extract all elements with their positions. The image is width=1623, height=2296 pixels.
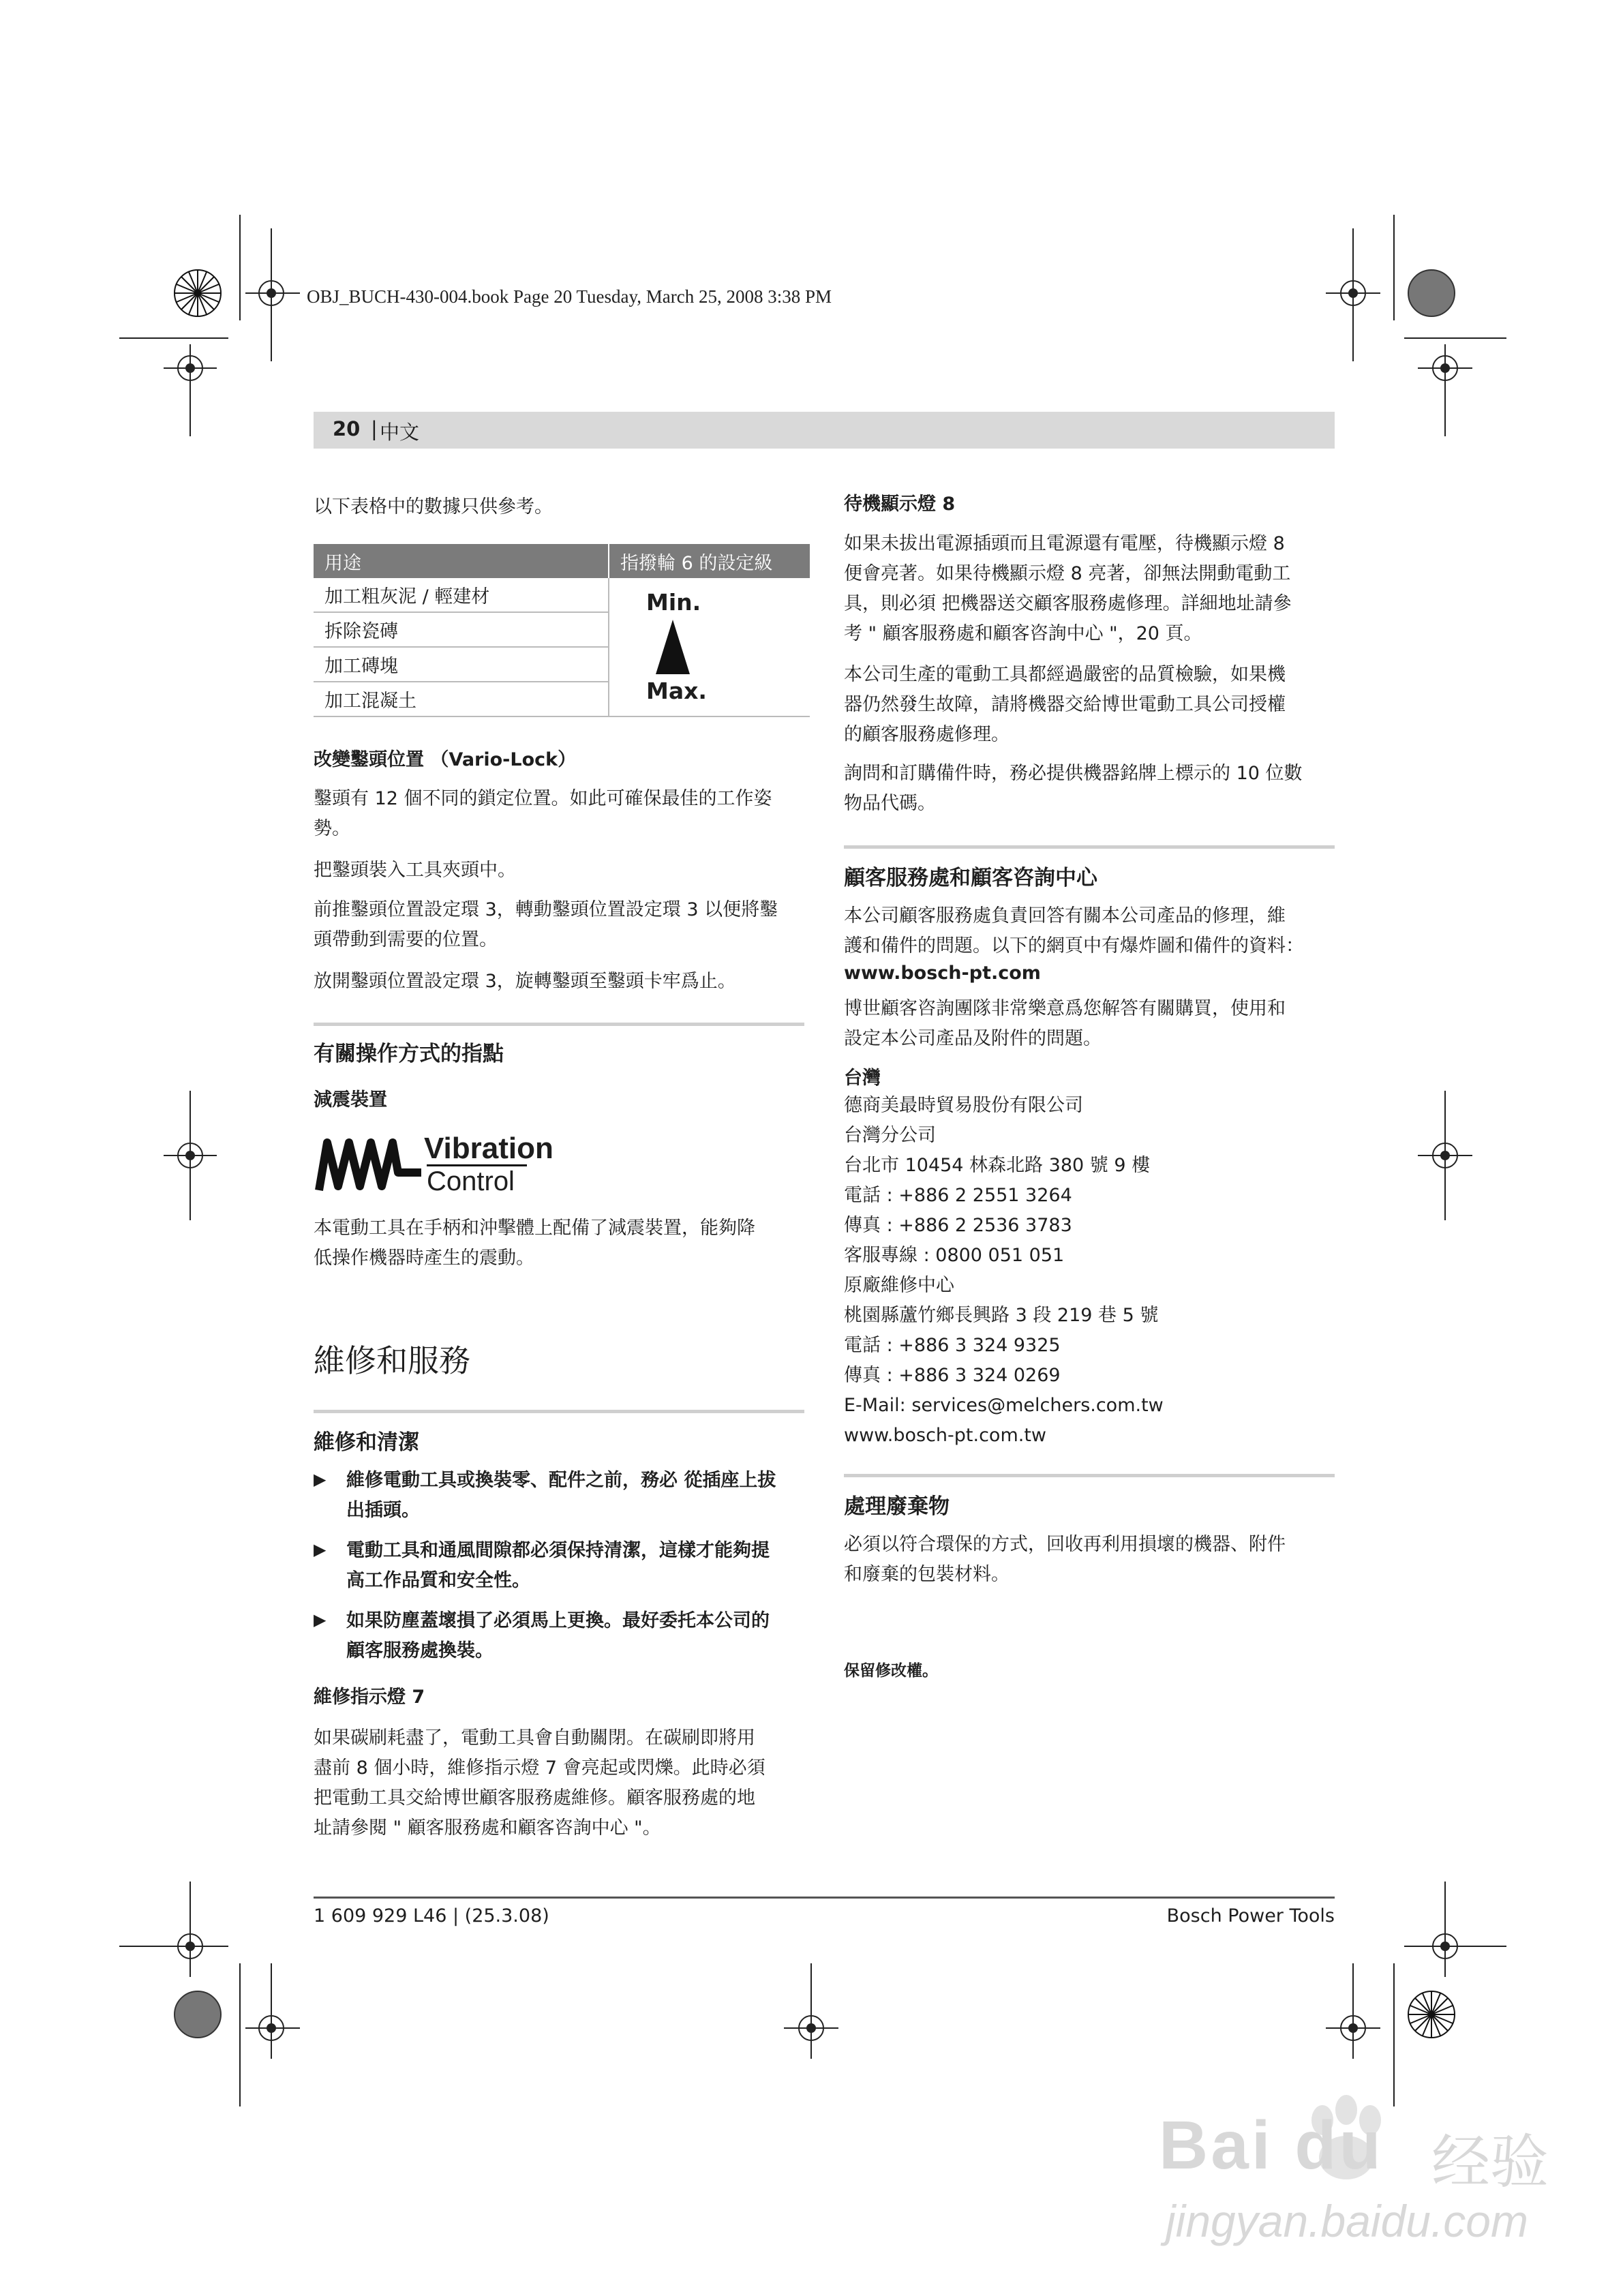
section-divider <box>314 1410 804 1413</box>
vibration-wave-icon <box>315 1132 424 1197</box>
chisel-para-4: 放開鑿頭位置設定環 3，旋轉鑿頭至鑿頭卡牢爲止。 <box>314 971 736 992</box>
text-line: 博世顧客咨詢團隊非常樂意爲您解答有關購買，使用和 <box>844 998 1286 1019</box>
footer-doc-number: 1 609 929 L46 | (25.3.08) <box>314 1905 549 1927</box>
standby-para <box>844 529 1335 649</box>
table-row: 加工粗灰泥 / 輕建材 <box>314 578 609 612</box>
service-heading: 顧客服務處和顧客咨詢中心 <box>844 866 1097 890</box>
page-number: 20 <box>333 417 361 440</box>
footer-brand: Bosch Power Tools <box>1166 1905 1335 1927</box>
indicator7-heading: 維修指示燈 7 <box>314 1687 425 1708</box>
text-line: 必須以符合環保的方式，回收再利用損壞的機器、附件 <box>844 1534 1286 1555</box>
baidu-watermark <box>1159 2093 1595 2256</box>
text-line: 址請參閱 " 顧客服務處和顧客咨詢中心 "。 <box>314 1817 661 1839</box>
cleaning-heading: 維修和清潔 <box>314 1430 419 1455</box>
vibration-control-logo <box>315 1132 574 1200</box>
text-line: 顧客服務處換裝。 <box>346 1640 494 1661</box>
max-label: Max. <box>646 678 707 704</box>
text-line: 高工作品質和安全性。 <box>346 1570 530 1591</box>
table-row: 加工磚塊 <box>314 647 609 682</box>
text-line: 物品代碼。 <box>844 793 936 814</box>
text-line: 和廢棄的包裝材料。 <box>844 1564 1010 1585</box>
footer-rule <box>314 1897 1335 1899</box>
taiwan-heading: 台灣 <box>844 1068 881 1089</box>
disposal-heading: 處理廢棄物 <box>844 1494 950 1519</box>
header-language: 中文 <box>380 421 420 444</box>
section-divider <box>844 1474 1335 1477</box>
header-bar <box>314 412 1335 449</box>
repair-address: 桃園縣蘆竹鄉長興路 3 段 219 巷 5 號 <box>844 1305 1159 1326</box>
chisel-para-1 <box>314 784 804 844</box>
standby-heading: 待機顯示燈 8 <box>844 494 956 515</box>
application-table <box>314 544 810 717</box>
text-line: 便會亮著。如果待機顯示燈 8 亮著，卻無法開動電動工 <box>844 563 1291 584</box>
operation-heading: 有關操作方式的指點 <box>314 1042 504 1066</box>
address: 台北市 10454 林森北路 380 號 9 樓 <box>844 1155 1151 1176</box>
text-line: 詢問和訂購備件時，務必提供機器銘牌上標示的 10 位數 <box>844 763 1303 784</box>
text-line: 維修電動工具或換裝零、配件之前，務必 從插座上拔 <box>346 1470 776 1491</box>
min-max-cell <box>609 578 810 716</box>
maintenance-title: 維修和服務 <box>314 1342 470 1379</box>
text-line: 器仍然發生故障，請將機器交給博世電動工具公司授權 <box>844 694 1286 715</box>
service-url-link[interactable]: www.bosch-pt.com <box>844 963 1041 984</box>
text-line: 電動工具和通風間隙都必須保持清潔，這樣才能夠提 <box>346 1540 770 1561</box>
text-line: 前推鑿頭位置設定環 3，轉動鑿頭位置設定環 3 以便將鑿 <box>314 899 778 920</box>
list-item <box>314 1606 804 1674</box>
bullet-arrow-icon: ▶ <box>314 1470 327 1489</box>
min-label: Min. <box>646 589 701 616</box>
text-line: 的顧客服務處修理。 <box>844 724 1010 745</box>
section-divider <box>844 845 1335 849</box>
text-line: 盡前 8 個小時，維修指示燈 7 會亮起或閃爍。此時必須 <box>314 1757 765 1779</box>
contact-block <box>844 1091 1335 1451</box>
bullet-arrow-icon: ▶ <box>314 1540 327 1559</box>
repair-center: 原廠維修中心 <box>844 1275 954 1296</box>
header-separator: | <box>371 417 378 440</box>
indicator7-para <box>314 1723 804 1843</box>
bullet-text <box>346 1536 810 1596</box>
text-line: 低操作機器時產生的震動。 <box>314 1248 534 1269</box>
triangle-icon <box>656 620 690 674</box>
text-line: 勢。 <box>314 818 350 839</box>
disposal-para <box>844 1530 1335 1590</box>
table-row: 拆除瓷磚 <box>314 612 609 647</box>
text-line: 護和備件的問題。以下的網頁中有爆炸圖和備件的資料： <box>844 935 1304 956</box>
text-line: 如果碳刷耗盡了，電動工具會自動關閉。在碳刷即將用 <box>314 1727 755 1749</box>
table-row: 加工混凝土 <box>314 682 609 716</box>
control-word: Control <box>427 1164 527 1197</box>
text-line: 頭帶動到需要的位置。 <box>314 929 498 950</box>
text-line: 設定本公司產品及附件的問題。 <box>844 1028 1102 1049</box>
parts-para <box>844 759 1335 819</box>
watermark-url: jingyan.baidu.com <box>1166 2196 1528 2246</box>
text-line: 把電動工具交給博世顧客服務處維修。顧客服務處的地 <box>314 1787 755 1809</box>
chisel-para-2: 把鑿頭裝入工具夾頭中。 <box>314 860 516 881</box>
hotline: 客服專線 : 0800 051 051 <box>844 1245 1065 1266</box>
advice-para <box>844 994 1335 1054</box>
bullet-text <box>346 1606 810 1666</box>
watermark-brand: Bai du <box>1159 2107 1384 2184</box>
text-line: 考 " 顧客服務處和顧客咨詢中心 "，20 頁。 <box>844 623 1202 644</box>
print-meta: OBJ_BUCH-430-004.book Page 20 Tuesday, March 25, 2008 3:38 PM <box>307 286 832 307</box>
bullet-list <box>314 1466 804 1670</box>
email-link[interactable]: E-Mail: services@melchers.com.tw <box>844 1395 1164 1416</box>
branch-name: 台灣分公司 <box>844 1125 936 1146</box>
bullet-text <box>346 1466 810 1526</box>
repair-phone: 電話 : +886 3 324 9325 <box>844 1335 1061 1356</box>
list-item <box>314 1466 804 1534</box>
section-divider <box>314 1023 804 1026</box>
text-line: 鑿頭有 12 個不同的鎖定位置。如此可確保最佳的工作姿 <box>314 788 772 809</box>
table-intro: 以下表格中的數據只供參考。 <box>314 496 553 517</box>
text-line: 本公司顧客服務處負責回答有關本公司產品的修理，維 <box>844 905 1286 926</box>
website-link[interactable]: www.bosch-pt.com.tw <box>844 1425 1046 1446</box>
quality-para <box>844 660 1335 750</box>
company-name: 德商美最時貿易股份有限公司 <box>844 1095 1083 1116</box>
rights-note: 保留修改權。 <box>844 1662 938 1680</box>
text-line: 本公司生產的電動工具都經過嚴密的品質檢驗，如果機 <box>844 664 1286 685</box>
text-line: 如果未拔出電源插頭而且電源還有電壓，待機顯示燈 8 <box>844 533 1285 554</box>
chisel-heading: 改變鑿頭位置 （Vario-Lock） <box>314 749 577 770</box>
bullet-arrow-icon: ▶ <box>314 1610 327 1629</box>
service-para <box>844 901 1335 961</box>
chisel-para-3 <box>314 895 804 955</box>
phone: 電話 : +886 2 2551 3264 <box>844 1185 1072 1206</box>
list-item <box>314 1536 804 1604</box>
damping-para <box>314 1213 804 1273</box>
text-line: 如果防塵蓋壞損了必須馬上更換。最好委托本公司的 <box>346 1610 770 1631</box>
text-line: 具，則必須 把機器送交顧客服務處修理。詳細地址請參 <box>844 593 1292 614</box>
fax: 傳真 : +886 2 2536 3783 <box>844 1215 1072 1236</box>
table-header-setting: 指撥輪 6 的設定級 <box>609 544 810 578</box>
vibration-word: Vibration <box>424 1132 553 1165</box>
watermark-brand-cn: 经验 <box>1431 2130 1549 2195</box>
damping-heading: 減震裝置 <box>314 1089 387 1111</box>
repair-fax: 傳真 : +886 3 324 0269 <box>844 1365 1061 1386</box>
table-header-application: 用途 <box>314 544 609 578</box>
text-line: 出插頭。 <box>346 1500 420 1521</box>
text-line: 本電動工具在手柄和沖擊體上配備了減震裝置，能夠降 <box>314 1218 755 1239</box>
